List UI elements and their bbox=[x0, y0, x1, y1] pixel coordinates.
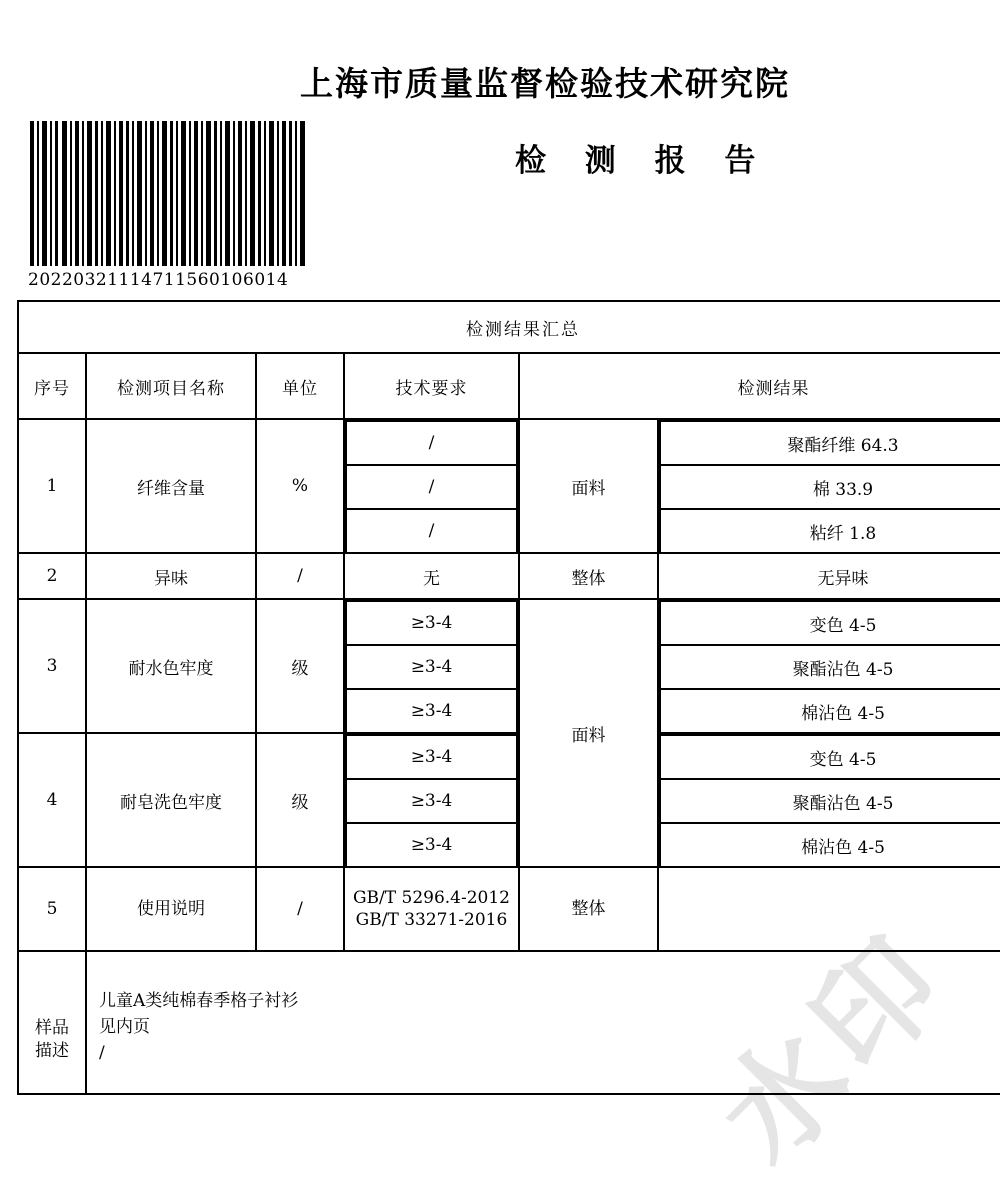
row-unit: / bbox=[256, 553, 344, 599]
requirement-value: 无 bbox=[344, 553, 519, 599]
column-header-no: 序号 bbox=[18, 353, 86, 419]
table-row bbox=[18, 599, 1000, 733]
requirement-value: / bbox=[346, 465, 517, 509]
row-unit: 级 bbox=[256, 733, 344, 867]
requirement-value: ≥3-4 bbox=[346, 735, 517, 779]
row-unit: 级 bbox=[256, 599, 344, 733]
result-value: 聚酯沾色 4-5 bbox=[660, 645, 1000, 689]
result-value: 棉沾色 4-5 bbox=[660, 689, 1000, 732]
barcode-image bbox=[28, 121, 308, 266]
result-value: 棉沾色 4-5 bbox=[660, 823, 1000, 866]
barcode-block bbox=[28, 121, 308, 290]
row-item: 耐皂洗色牢度 bbox=[86, 733, 256, 867]
requirement-value: / bbox=[346, 509, 517, 552]
row-result-group bbox=[658, 419, 1000, 553]
row-no: 2 bbox=[18, 553, 86, 599]
sample-text bbox=[86, 951, 1000, 1094]
row-requirement-group bbox=[344, 733, 519, 867]
row-requirement-group bbox=[344, 599, 519, 733]
column-header-unit: 单位 bbox=[256, 353, 344, 419]
table-row bbox=[18, 301, 1000, 353]
table-row bbox=[18, 419, 1000, 553]
results-table-area bbox=[17, 300, 1000, 1095]
page-title: 检 测 报 告 bbox=[515, 143, 770, 179]
row-requirement-group bbox=[344, 419, 519, 553]
row-unit: / bbox=[256, 867, 344, 951]
test-results-table bbox=[17, 300, 1000, 1095]
table-row bbox=[18, 867, 1000, 951]
result-value: 棉 33.9 bbox=[660, 465, 1000, 509]
requirement-value: ≥3-4 bbox=[346, 601, 517, 645]
barcode-number: 20220321114711560106014 bbox=[28, 270, 289, 290]
requirement-value: ≥3-4 bbox=[346, 779, 517, 823]
row-result-part: 面料 bbox=[519, 599, 658, 867]
table-row bbox=[18, 733, 1000, 867]
requirement-value: ≥3-4 bbox=[346, 645, 517, 689]
result-value: 粘纤 1.8 bbox=[660, 509, 1000, 552]
watermark: 水印 bbox=[692, 906, 976, 1190]
row-item: 耐水色牢度 bbox=[86, 599, 256, 733]
row-no: 5 bbox=[18, 867, 86, 951]
sample-description-row bbox=[18, 951, 1000, 1094]
result-value: 无异味 bbox=[658, 553, 1000, 599]
row-result-part: 整体 bbox=[519, 867, 658, 951]
sample-text-line1: 儿童A类纯棉春季格子衬衫 bbox=[99, 991, 299, 1011]
sample-label bbox=[18, 951, 86, 1094]
requirement-value: / bbox=[346, 421, 517, 465]
row-item: 异味 bbox=[86, 553, 256, 599]
sample-text-line2: 见内页 bbox=[99, 1017, 150, 1037]
sample-text-line3: / bbox=[99, 1043, 105, 1063]
row-result-part: 整体 bbox=[519, 553, 658, 599]
result-value: 聚酯沾色 4-5 bbox=[660, 779, 1000, 823]
row-no: 4 bbox=[18, 733, 86, 867]
row-item: 纤维含量 bbox=[86, 419, 256, 553]
table-header-row bbox=[18, 353, 1000, 419]
sample-label-line2: 描述 bbox=[35, 1041, 69, 1061]
requirement-value: ≥3-4 bbox=[346, 689, 517, 732]
row-result-group bbox=[658, 599, 1000, 733]
organization-title: 上海市质量监督检验技术研究院 bbox=[300, 64, 790, 103]
row-unit: % bbox=[256, 419, 344, 553]
requirement-value: ≥3-4 bbox=[346, 823, 517, 866]
row-item: 使用说明 bbox=[86, 867, 256, 951]
row-result-part: 面料 bbox=[519, 419, 658, 553]
summary-title: 检测结果汇总 bbox=[18, 301, 1000, 353]
requirement-value: GB/T 5296.4-2012 GB/T 33271-2016 bbox=[344, 867, 519, 951]
row-no: 3 bbox=[18, 599, 86, 733]
row-result-group bbox=[658, 733, 1000, 867]
row-no: 1 bbox=[18, 419, 86, 553]
result-value: 变色 4-5 bbox=[660, 601, 1000, 645]
column-header-item: 检测项目名称 bbox=[86, 353, 256, 419]
column-header-result: 检测结果 bbox=[519, 353, 1000, 419]
result-value bbox=[658, 867, 1000, 951]
table-row bbox=[18, 553, 1000, 599]
column-header-requirement: 技术要求 bbox=[344, 353, 519, 419]
result-value: 变色 4-5 bbox=[660, 735, 1000, 779]
result-value: 聚酯纤维 64.3 bbox=[660, 421, 1000, 465]
sample-label-line1: 样品 bbox=[35, 1018, 69, 1038]
